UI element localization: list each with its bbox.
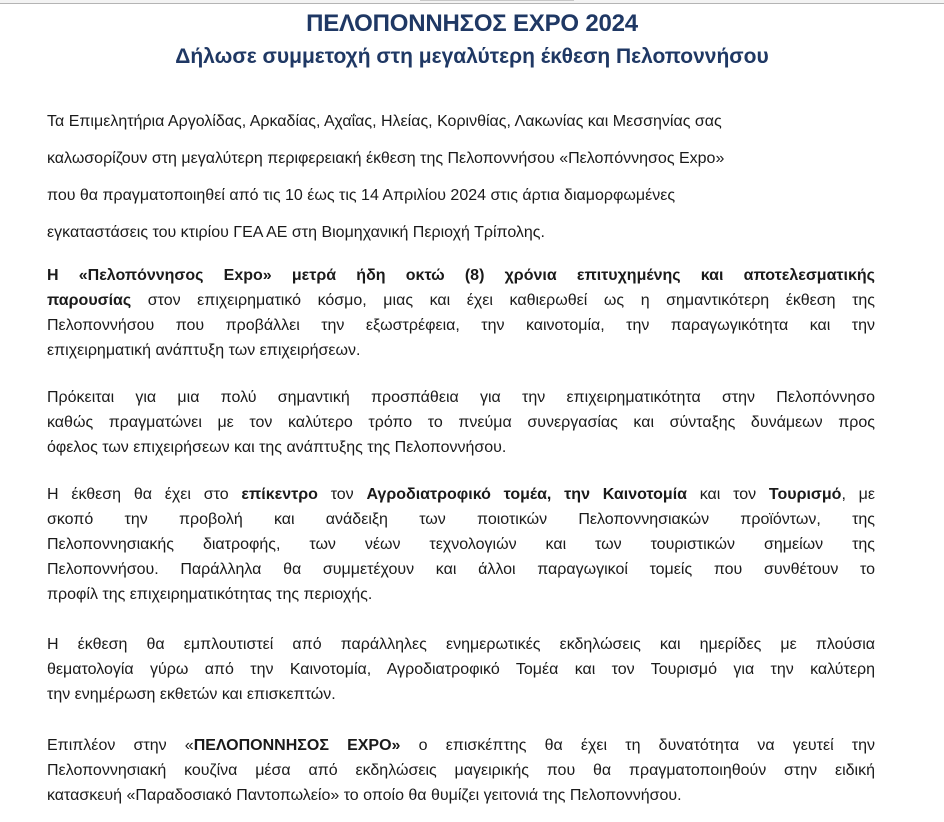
text-line: που θα πραγματοποιηθεί από τις 10 έως τις 14 Απριλίου 2024 στις άρτια διαμορφωμένες <box>47 187 676 204</box>
text-line: Πρόκειται για μια πολύ σημαντική προσπάθεια για την επιχειρηματικότητα στην Πελοπόννησο <box>47 389 875 406</box>
text-line: Πελοποννησιακής διατροφής, των νέων τεχνολογιών και των τουριστικών σημείων της <box>47 536 875 553</box>
text-line <box>47 482 875 507</box>
text-line: Η έκθεση θα εμπλουτιστεί από παράλληλες ενημερωτικές εκδηλώσεις και ημερίδες με πλούσια <box>47 636 875 653</box>
text-line <box>47 263 875 288</box>
bold-text: επίκεντρο <box>241 486 318 503</box>
text-line: Πελοποννήσου. Παράλληλα θα συμμετέχουν και άλλοι παραγωγικοί τομείς που συνθέτουν το <box>47 561 875 578</box>
text-line: Πελοποννησιακή κουζίνα μέσα από εκδηλώσεις μαγειρικής που θα πραγματοποιηθούν στην ειδική <box>47 762 875 779</box>
paragraph-importance <box>47 385 875 460</box>
document-title: ΠΕΛΟΠΟΝΝΗΣΟΣ EXPO 2024 <box>306 10 638 37</box>
bold-text: Η «Πελοπόννησος Expo» μετρά ήδη οκτώ (8) χρόνια επιτυχημένης και αποτελεσματικής <box>47 267 875 284</box>
text-line: θεματολογία γύρω από την Καινοτομία, Αγροδιατροφικό Τομέα και τον Τουρισμό για την καλύτερη <box>47 661 875 678</box>
text-run: και τον <box>686 486 769 503</box>
paragraph-intro <box>47 103 875 251</box>
text-line: κατασκευή «Παραδοσιακό Παντοπωλείο» το οποίο θα θυμίζει γειτονιά της Πελοποννήσου. <box>47 787 682 804</box>
paragraph-history <box>47 263 875 363</box>
text-line: Τα Επιμελητήρια Αργολίδας, Αρκαδίας, Αχαΐας, Ηλείας, Κορινθίας, Λακωνίας και Μεσσηνίας σας <box>47 113 722 130</box>
paragraph-focus <box>47 482 875 607</box>
text-line: Πελοποννήσου που προβάλλει την εξωστρέφεια, την καινοτομία, την παραγωγικότητα και την <box>47 317 875 334</box>
bold-text: ΠΕΛΟΠΟΝΝΗΣΟΣ EXPO» <box>193 737 401 754</box>
text-run: Επιπλέον στην « <box>47 737 194 754</box>
text-line <box>47 733 875 758</box>
text-line: σκοπό την προβολή και ανάδειξη των ποιοτικών Πελοποννησιακών προϊόντων, της <box>47 511 875 528</box>
text-line <box>47 288 875 313</box>
text-line: όφελος των επιχειρήσεων και της ανάπτυξης της Πελοποννήσου. <box>47 439 507 456</box>
text-run: , με <box>841 486 876 503</box>
text-run: τον <box>317 486 367 503</box>
text-run: Η έκθεση θα έχει στο <box>47 486 242 503</box>
paragraph-events <box>47 632 875 707</box>
scroll-indicator[interactable] <box>420 0 574 1</box>
text-line: επιχειρηματική ανάπτυξη των επιχειρήσεων. <box>47 342 361 359</box>
text-run: ο επισκέπτης θα έχει τη δυνατότητα να γευτεί την <box>400 737 876 754</box>
text-line: προφίλ της επιχειρηματικότητας της περιοχής. <box>47 586 373 603</box>
bold-text: Αγροδιατροφικό τομέα, την Καινοτομία <box>366 486 687 503</box>
text-line: εγκαταστάσεις του κτιρίου ΓΕΑ ΑΕ στη Βιομηχανική Περιοχή Τρίπολης. <box>47 224 545 241</box>
paragraph-cuisine <box>47 733 875 808</box>
bold-text: παρουσίας <box>47 292 132 309</box>
text-line: καθώς πραγματώνει με τον καλύτερο τρόπο το πνεύμα συνεργασίας και σύνταξης δυνάμεων προς <box>47 414 875 431</box>
text-line: την ενημέρωση εκθετών και επισκεπτών. <box>47 686 336 703</box>
document-subtitle: Δήλωσε συμμετοχή στη μεγαλύτερη έκθεση Πελοποννήσου <box>175 45 769 68</box>
bold-text: Τουρισμό <box>768 486 842 503</box>
text-run: στον επιχειρηματικό κόσμο, μιας και έχει καθιερωθεί ως η σημαντικότερη έκθεση της <box>131 292 875 309</box>
text-line: καλωσορίζουν στη μεγαλύτερη περιφερειακή έκθεση της Πελοποννήσου «Πελοπόννησος Expo» <box>47 150 725 167</box>
